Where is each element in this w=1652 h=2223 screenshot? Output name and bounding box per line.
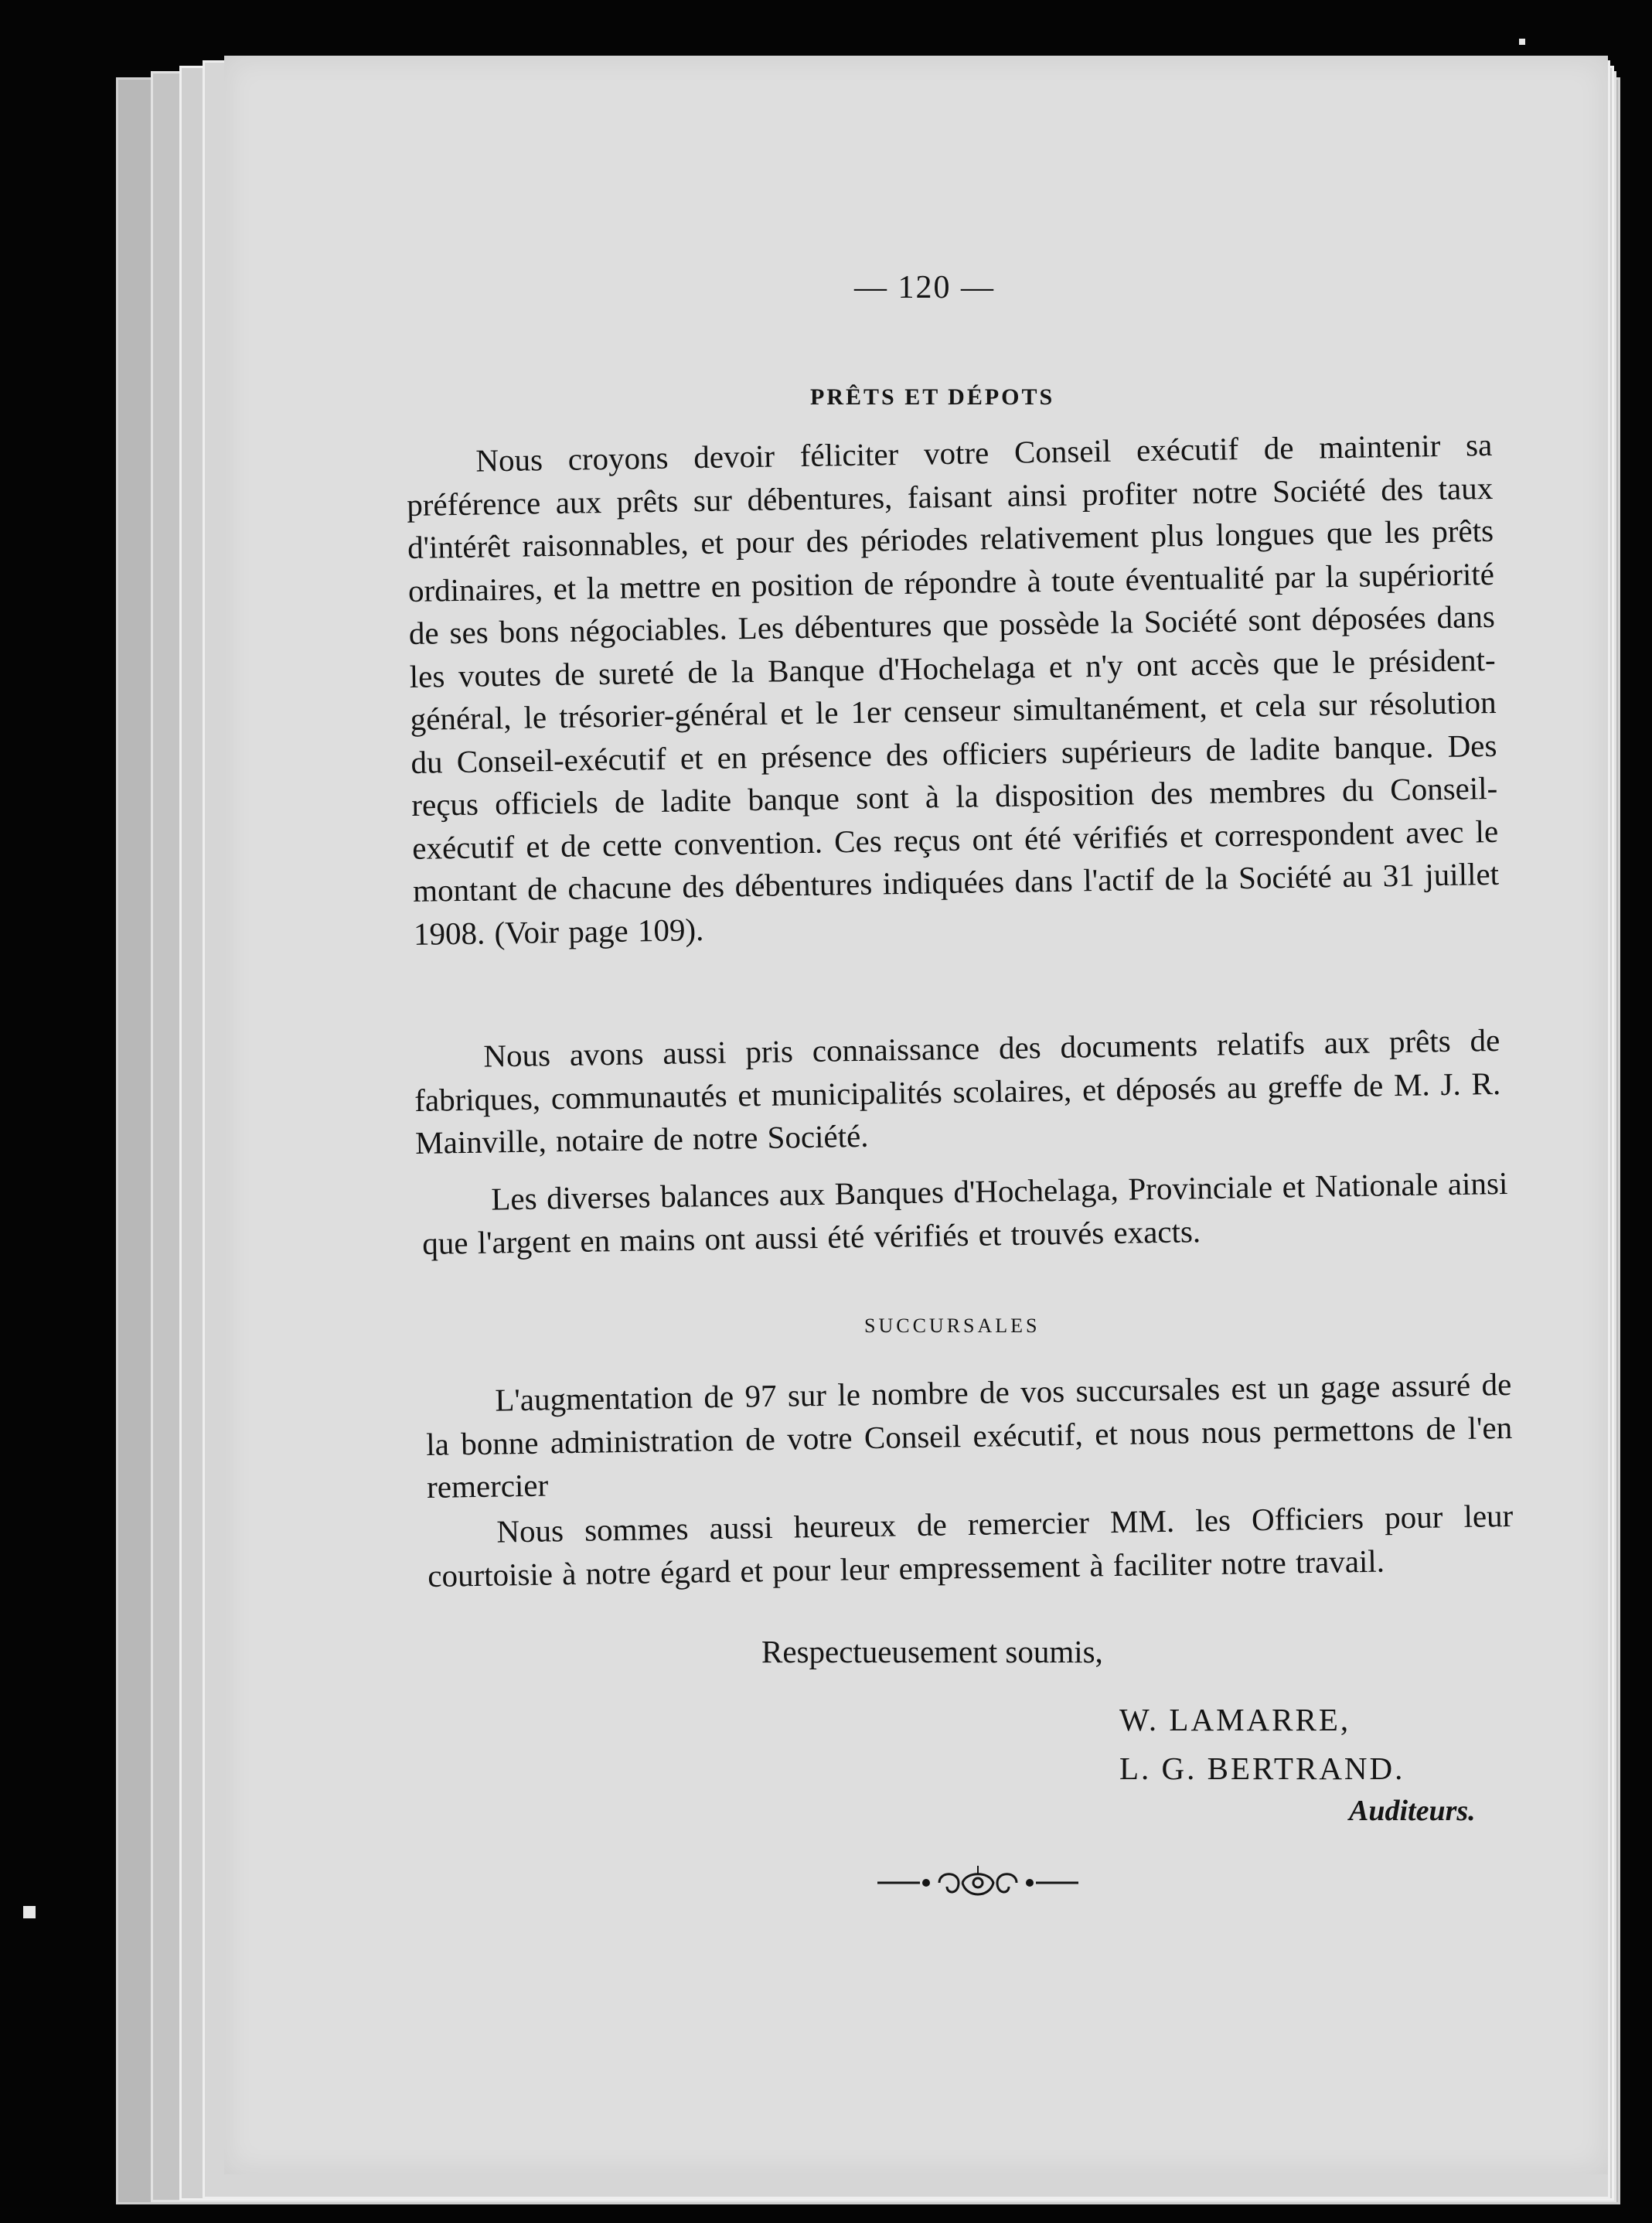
paragraph-balances-text: Les diverses balances aux Banques d'Hochelaga, Provinciale et Nationale ainsi que l'argent en mains ont aussi été vérifiés et trouvés exacts. [421, 1164, 1508, 1261]
scan-speck [23, 1906, 36, 1918]
paragraph-debentures-text: Nous croyons devoir féliciter votre Conseil exécutif de maintenir sa préférence aux prêts sur débentures, faisant ainsi profiter notre Société des taux d'intérêt raisonnables, et pour des périodes relativement plus longues que les prêts ordinaires, et la mettre en position de répondre à toute éventualité par la supériorité de ses bons négociables. Les débentures que possède la Société sont déposées dans les voutes de sureté de la Banque d'Hochelaga et n'y ont accès que le président-général, le trésorier-général et le 1er censeur simultanément, et cela sur résolution du Conseil-exécutif et en présence des officiers supérieurs de ladite banque. Des reçus officiels de ladite banque sont à la disposition des membres du Conseil-exécutif et de cette convention. Ces reçus ont été vérifiés et correspondent avec le montant de chacune des débentures indiquées dans l'actif de la Société au 31 juillet 1908. (Voir page 109). [406, 426, 1500, 952]
paragraph-debentures [406, 424, 1500, 956]
signatory-role: Auditeurs. [1349, 1795, 1476, 1827]
paragraph-balances [421, 1162, 1509, 1265]
signatory-bertrand: L. G. BERTRAND. [1119, 1751, 1405, 1786]
paragraph-thanks-text: Nous sommes aussi heureux de remercier MM. les Officiers pour leur courtoisie à notre égard et pour leur empressement à faciliter notre travail. [427, 1497, 1514, 1594]
paragraph-thanks [427, 1495, 1514, 1597]
paragraph-branches-text: L'augmentation de 97 sur le nombre de vos succursales est un gage assuré de la bonne administration de votre Conseil exécutif, et nous nous permettons de l'en remercier [425, 1366, 1513, 1505]
paragraph-documents-text: Nous avons aussi pris connaissance des documents relatifs aux prêts de fabriques, communautés et municipalités scolaires, et déposés au greffe de M. J. R. Mainville, notaire de notre Société. [414, 1021, 1501, 1161]
section-title-branches-text: SUCCURSALES [864, 1314, 1041, 1337]
closing-line: Respectueusement soumis, [761, 1634, 1103, 1669]
paragraph-documents [414, 1019, 1501, 1165]
section-title-loans-text: PRÊTS ET DÉPOTS [810, 384, 1055, 410]
signatory-lamarre: W. LAMARRE, [1119, 1702, 1351, 1737]
scan-speck [1519, 39, 1525, 45]
paragraph-branches [425, 1363, 1513, 1509]
ornament-icon [874, 1860, 1082, 1906]
page-number: — 120 — [854, 270, 995, 305]
